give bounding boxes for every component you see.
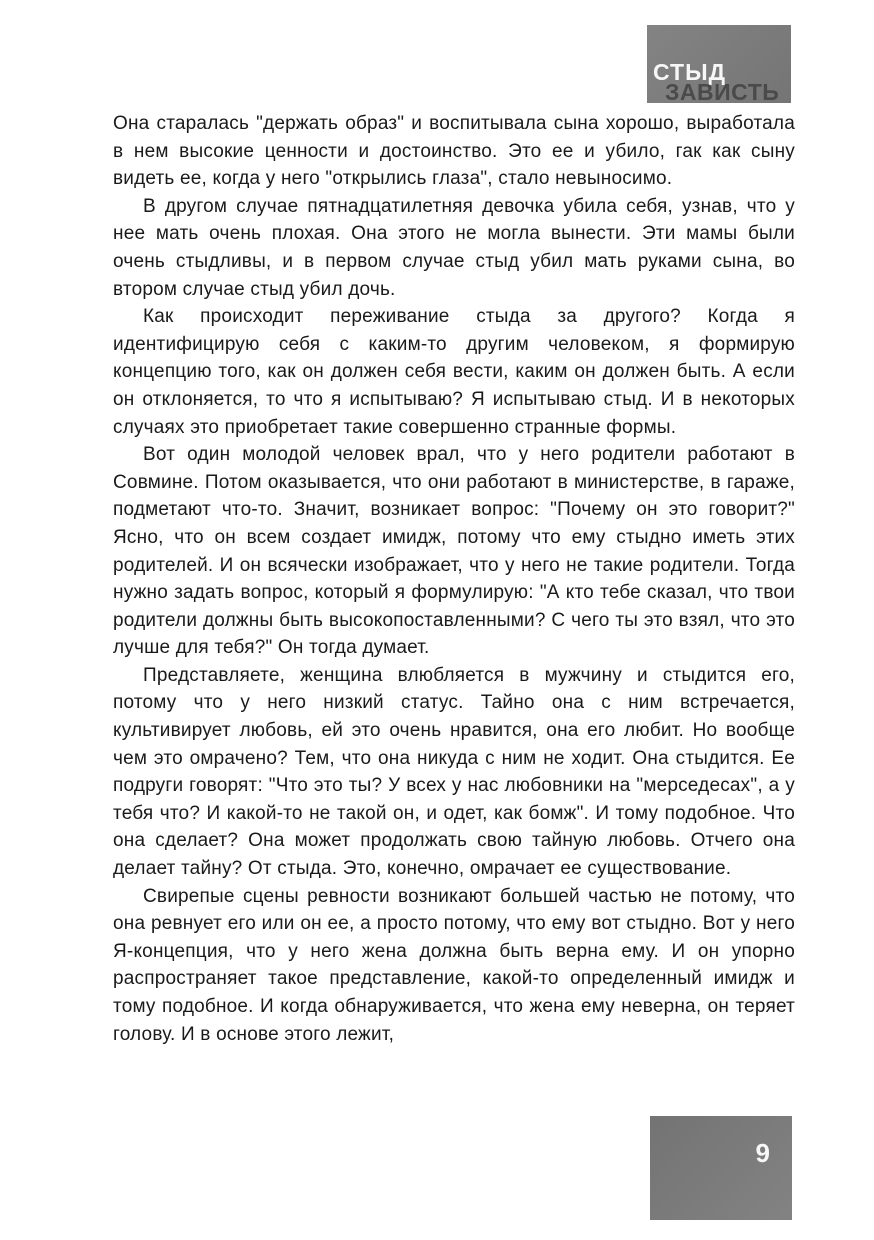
paragraph-2: В другом случае пятнадцатилетняя девочка убила себя, узнав, что у нее мать очень плохая. Она этого не могла вынести. Эти мамы были очень стыдливы, и в первом случае стыд убил мать руками сына, во втором случае стыд убил дочь.	[113, 195, 795, 300]
paragraph-1: Она старалась "держать образ" и воспитывала сына хорошо, выработала в нем высокие ценности и достоинство. Это ее и убило, гак как сыну видеть ее, когда у него "открылись глаза", стало невыносимо.	[113, 113, 795, 190]
chapter-tag-shame: СТЫД	[653, 59, 726, 85]
paragraph-5: Представляете, женщина влюбляется в мужчину и стыдится его, потому что у него низкий статус. Тайно она с ним встречается, культивирует любовь, ей это очень нравится, она его любит. Но вообще чем это омрачено? Тем, что она никуда с ним не ходит. Она стыдится. Ее подруги говорят: "Что это ты? У всех у нас любовники на "мерседесах", а у тебя что? И какой-то не такой он, и одет, как бомж". И тому подобное. Что она сделает? Она может продолжать свою тайную любовь. Отчего она делает тайну? От стыда. Это, конечно, омрачает ее существование.	[113, 664, 795, 880]
paragraph-6: Свирепые сцены ревности возникают большей частью не потому, что она ревнует его или он ее, а просто потому, что ему вот стыдно. Вот у него Я-концепция, что у него жена должна быть верна ему. И он упорно распространяет такое представление, какой-то определенный имидж и тому подобное. И когда обнаруживается, что жена ему неверна, он теряет голову. И в основе этого лежит,	[113, 885, 795, 1045]
page-number: 9	[755, 1138, 770, 1168]
paragraph-3: Как происходит переживание стыда за другого? Когда я идентифицирую себя с каким-то другим человеком, я формирую концепцию того, как он должен себя вести, каким он должен быть. А если он отклоняется, то что я испытываю? Я испытываю стыд. И в некоторых случаях это приобретает такие совершенно странные формы.	[113, 306, 795, 438]
paragraph-4: Вот один молодой человек врал, что у него родители работают в Совмине. Потом оказывается, что они работают в министерстве, в гараже, подметают что-то. Значит, возникает вопрос: "Почему он это говорит?" Ясно, что он всем создает имидж, потому что ему стыдно иметь этих родителей. И он всячески изображает, что у него не такие родители. Тогда нужно задать вопрос, который я формулирую: "А кто тебе сказал, что твои родители должны быть высокопоставленными? С чего ты это взял, что это лучше для тебя?" Он тогда думает.	[113, 444, 795, 659]
body-text-column	[113, 110, 795, 1048]
chapter-header-box	[647, 25, 791, 103]
chapter-tag-envy: ЗАВИСТЬ	[665, 79, 780, 105]
page-number-box	[650, 1116, 792, 1220]
